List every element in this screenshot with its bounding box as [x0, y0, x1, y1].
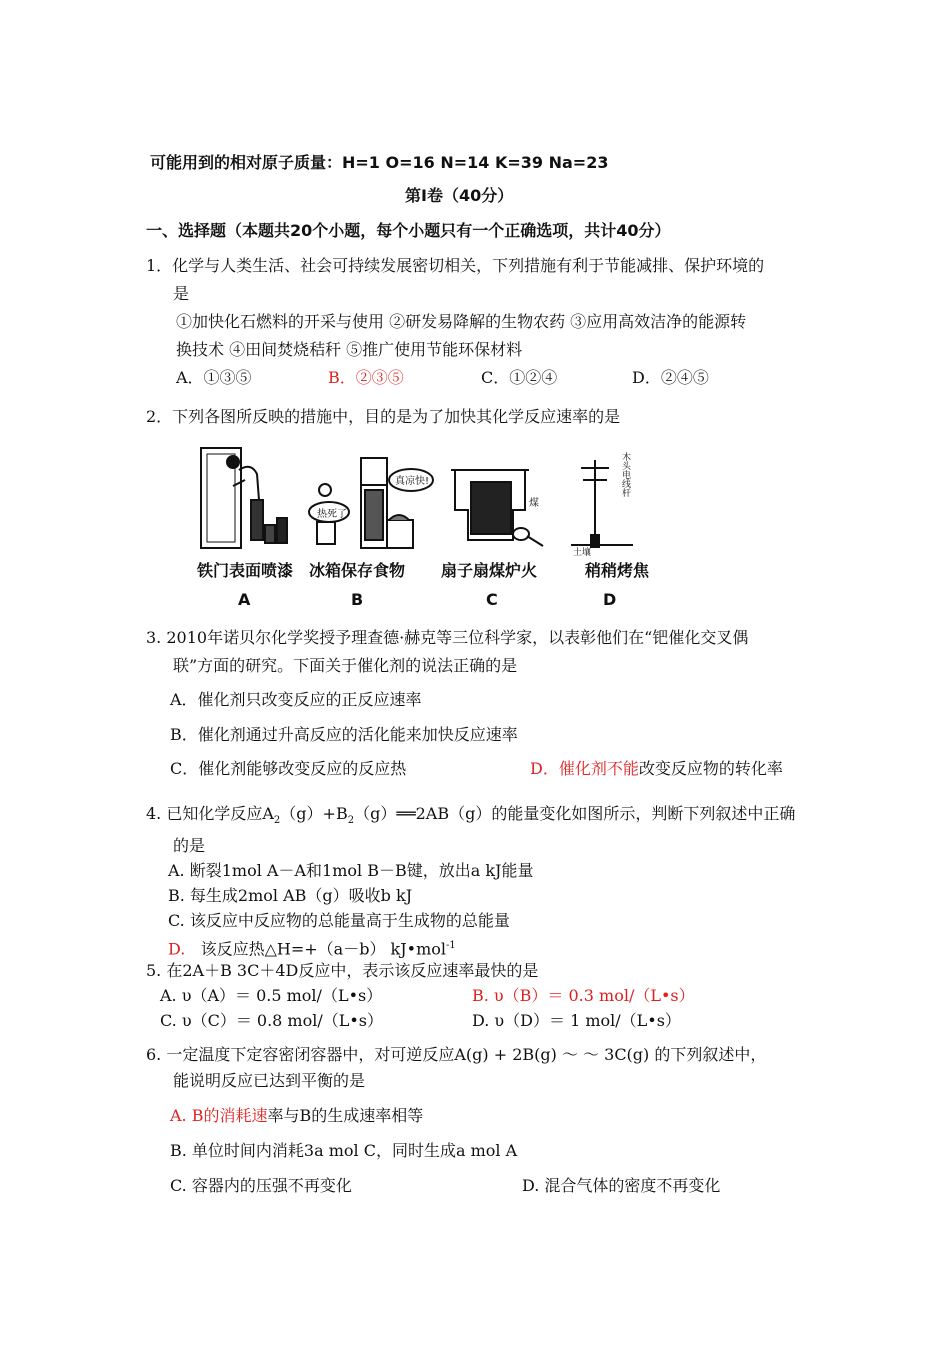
section-title: 一、选择题（本题共20个小题，每个小题只有一个正确选项，共计40分）: [146, 221, 671, 240]
letter-c: C: [486, 590, 498, 609]
pole-illustration: [571, 451, 633, 558]
q6-option-d: D. 混合气体的密度不再变化: [522, 1176, 721, 1195]
coal-stove-illustration: [451, 470, 543, 546]
q5-option-c: C. υ（C）＝ 0.8 mol/（L•s）: [160, 1011, 384, 1030]
letter-a: A: [238, 590, 251, 609]
coal-label: 煤: [529, 498, 539, 509]
q3-option-d: [530, 759, 783, 779]
bubble-cool: 真凉快!: [395, 476, 430, 487]
q3-option-b: B．催化剂通过升高反应的活化能来加快反应速率: [170, 725, 518, 744]
q5-option-d: D. υ（D）＝ 1 mol/（L•s）: [472, 1011, 681, 1030]
q4-option-d: D. 该反应热△H=+（a－b） kJ•mol$^{-1}$: [168, 939, 456, 959]
q2-stem: 2．下列各图所反映的措施中，目的是为了加快其化学反应速率的是: [146, 407, 621, 426]
q4-option-a: A. 断裂1mol A－A和1mol B－B键，放出a kJ能量: [168, 861, 534, 880]
q3-option-a: A．催化剂只改变反应的正反应速率: [170, 690, 422, 709]
q6-option-a: A. B的消耗速率与B的生成速率相等: [170, 1106, 424, 1125]
caption-d: 稍稍烤焦: [585, 561, 650, 580]
q5-option-b: B. υ（B）＝ 0.3 mol/（L•s）: [472, 986, 695, 1005]
q6-option-c: C. 容器内的压强不再变化: [170, 1176, 352, 1195]
q4-option-b: B. 每生成2mol AB（g）吸收b kJ: [168, 886, 413, 905]
q4-stem-line2: 的是: [173, 836, 206, 855]
q3-stem-line1: 3. 2010年诺贝尔化学奖授予理查德·赫克等三位科学家，以表彰他们在“钯催化交叉偶: [146, 628, 749, 647]
caption-c: 扇子扇煤炉火: [441, 561, 538, 580]
q1-option-b: B．②③⑤: [328, 368, 404, 387]
fridge-illustration: [309, 458, 433, 548]
q4-option-c: C. 该反应中反应物的总能量高于生成物的总能量: [168, 911, 510, 930]
atomic-masses-line: 可能用到的相对原子质量：H=1 O=16 N=14 K=39 Na=23: [150, 153, 609, 172]
pole-label: 木头电线杆: [620, 452, 630, 497]
volume-title: 第Ⅰ卷（40分）: [405, 186, 514, 205]
q1-stem-line1: 1．化学与人类生活、社会可持续发展密切相关，下列措施有利于节能减排、保护环境的: [146, 256, 765, 275]
q3-option-c: C．催化剂能够改变反应的反应热: [170, 759, 407, 778]
q6-option-b: B. 单位时间内消耗3a mol C，同时生成a mol A: [170, 1141, 518, 1160]
letter-d: D: [603, 590, 617, 609]
q1-option-c: C．①②④: [481, 368, 558, 387]
q3-option-d-rest: 改变反应物的转化率: [638, 759, 783, 778]
caption-b: 冰箱保存食物: [309, 561, 406, 580]
q1-items-line2: 换技术 ④田间焚烧秸秆 ⑤推广使用节能环保材料: [176, 340, 523, 359]
q1-option-d: D．②④⑤: [632, 368, 709, 387]
q6-stem-line1: 6. 一定温度下定容密闭容器中，对可逆反应A(g) + 2B(g) ～ ～ 3C(g) 的下列叙述中，: [146, 1045, 767, 1064]
q1-items-line1: ①加快化石燃料的开采与使用 ②研发易降解的生物农药 ③应用高效洁净的能源转: [176, 312, 747, 331]
q6-stem-line2: 能说明反应已达到平衡的是: [173, 1071, 366, 1090]
q5-option-a: A. υ（A）＝ 0.5 mol/（L•s）: [160, 986, 383, 1005]
door-spray-illustration: [201, 448, 287, 548]
caption-a: 铁门表面喷漆: [197, 561, 294, 580]
q3-stem-line2: 联”方面的研究。下面关于催化剂的说法正确的是: [173, 656, 518, 675]
q1-option-a: A．①③⑤: [176, 368, 252, 387]
q1-stem-line2: 是: [173, 284, 190, 303]
q4-stem-line1: 4. 已知化学反应$A_2(g)+B_2(g)══2AB(g)$的能量变化如图所示，判断下列叙述中正确: [146, 804, 796, 827]
q2-figure: [193, 440, 663, 615]
q2-illustrations: [193, 440, 663, 560]
q5-stem: 5. 在2A＋B 3C＋4D反应中，表示该反应速率最快的是: [146, 961, 539, 980]
letter-b: B: [351, 590, 364, 609]
bubble-hot: 热死了: [317, 509, 347, 520]
q3-option-d-red: D．催化剂不能: [530, 759, 639, 778]
soil-label: 土壤: [573, 548, 592, 558]
